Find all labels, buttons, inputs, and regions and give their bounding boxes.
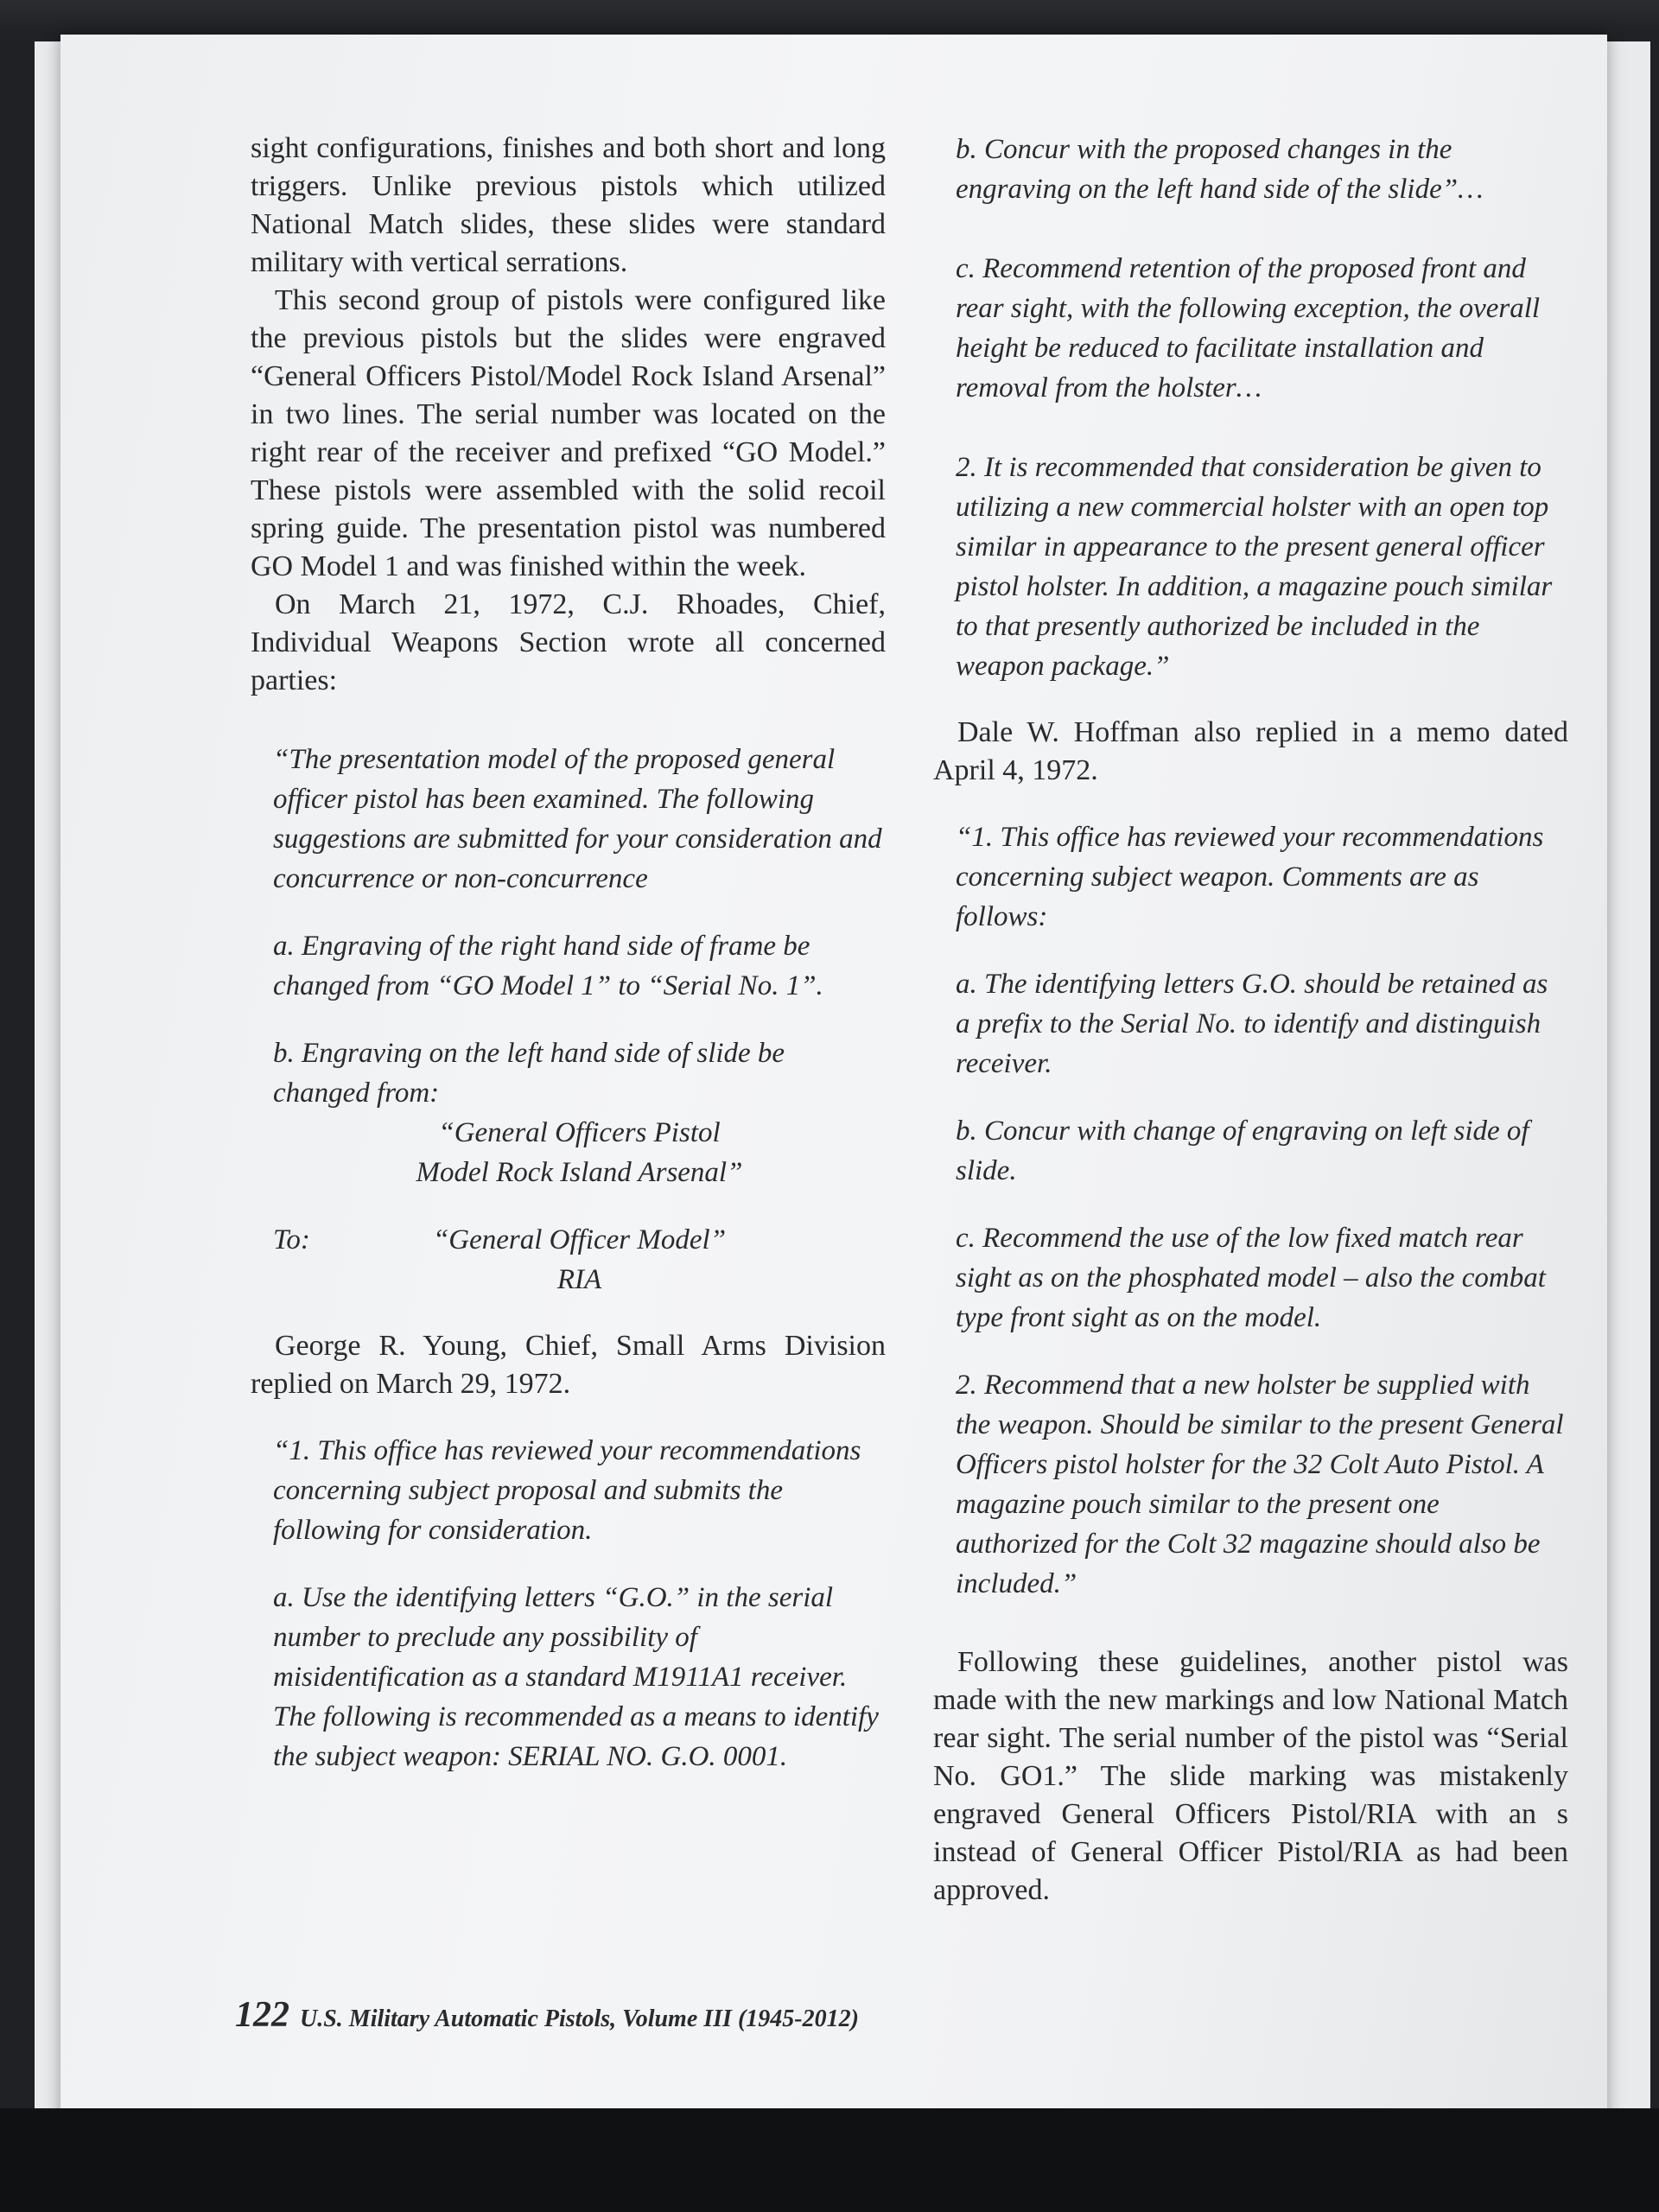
quote-item: b. Concur with the proposed changes in the engraving on the left hand side of the slide”…: [956, 134, 1484, 205]
engraving-line: Model Rock Island Arsenal”: [416, 1157, 743, 1188]
page-number: 122: [235, 1995, 289, 2035]
engraving-to-block: [273, 1220, 886, 1300]
memo-quote-hoffman: [956, 817, 1568, 1604]
quote-item: 2. It is recommended that consideration be given to utilizing a new commercial holster with an open top similar in appearance to the present general officer pistol holster. In addition, a magazine pouch similar to that presently authorized be included in the weapon package.”: [956, 452, 1553, 682]
engraving-line: “General Officers Pistol: [438, 1117, 721, 1148]
quote-item: c. Recommend retention of the proposed front and rear sight, with the following exception, the overall height be reduced to facilitate installation and removal from the holster…: [956, 253, 1541, 404]
left-column: [251, 130, 886, 1777]
paragraph: This second group of pistols were configured like the previous pistols but the slides were engraved “General Officers Pistol/Model Rock Island Arsenal” in two lines. The serial number was located on the right rear of the receiver and prefixed “GO Model.” These pistols were assembled with the solid recoil spring guide. The presentation pistol was numbered GO Model 1 and was finished within the week.: [251, 284, 886, 582]
scan-background-top: [0, 0, 1659, 35]
quote-paragraph: “1. This office has reviewed your recommendations concerning subject weapon. Comments are as follows:: [956, 822, 1544, 932]
quote-item: b. Engraving on the left hand side of slide be changed from:: [273, 1038, 785, 1109]
paragraph: sight configurations, finishes and both short and long triggers. Unlike previous pistols which utilized National Match slides, these slides were standard military with vertical serrations.: [251, 132, 886, 278]
quote-item: a. The identifying letters G.O. should be retained as a prefix to the Serial No. to identify and distinguish receiver.: [956, 969, 1548, 1079]
right-column: [933, 130, 1568, 1910]
memo-quote-rhoades: [273, 740, 886, 1300]
scan-background-bottom: [0, 2108, 1659, 2212]
quote-paragraph: “The presentation model of the proposed general officer pistol has been examined. The following suggestions are submitted for your consideration and concurrence or non-concurrence: [273, 744, 882, 894]
paragraph: George R. Young, Chief, Small Arms Division replied on March 29, 1972.: [251, 1330, 886, 1400]
to-label: To:: [273, 1224, 310, 1255]
engraving-line: “General Officer Model”: [432, 1224, 727, 1255]
quote-item: a. Use the identifying letters “G.O.” in the serial number to preclude any possibility of misidentification as a standard M1911A1 receiver. The following is recommended as a means to identify the subject weapon: SERIAL NO. G.O. 0001.: [273, 1582, 879, 1772]
engraving-line: RIA: [556, 1264, 602, 1295]
quote-item: a. Engraving of the right hand side of frame be changed from “GO Model 1” to “Serial No. 1”.: [273, 931, 823, 1001]
quote-item: 2. Recommend that a new holster be supplied with the weapon. Should be similar to the present General Officers pistol holster for the 32 Colt Auto Pistol. A magazine pouch similar to the present one authorized for the Colt 32 magazine should also be included.”: [956, 1370, 1564, 1599]
paragraph: On March 21, 1972, C.J. Rhoades, Chief, Individual Weapons Section wrote all concerned parties:: [251, 588, 886, 696]
quote-paragraph: “1. This office has reviewed your recommendations concerning subject proposal and submits the following for consideration.: [273, 1435, 861, 1546]
book-title: U.S. Military Automatic Pistols, Volume III (1945-2012): [300, 2005, 859, 2032]
paragraph: Dale W. Hoffman also replied in a memo dated April 4, 1972.: [933, 716, 1568, 786]
memo-quote-young: [273, 1431, 886, 1777]
paragraph: Following these guidelines, another pistol was made with the new markings and low National Match rear sight. The serial number of the pistol was “Serial No. GO1.” The slide marking was mistakenly engraved General Officers Pistol/RIA with an s instead of General Officer Pistol/RIA as had been approved.: [933, 1646, 1568, 1906]
page-footer: [235, 1994, 859, 2036]
quote-item: b. Concur with change of engraving on left side of slide.: [956, 1116, 1529, 1186]
quote-item: c. Recommend the use of the low fixed match rear sight as on the phosphated model – also the combat type front sight as on the model.: [956, 1223, 1546, 1333]
memo-quote-young-cont: [956, 130, 1568, 686]
